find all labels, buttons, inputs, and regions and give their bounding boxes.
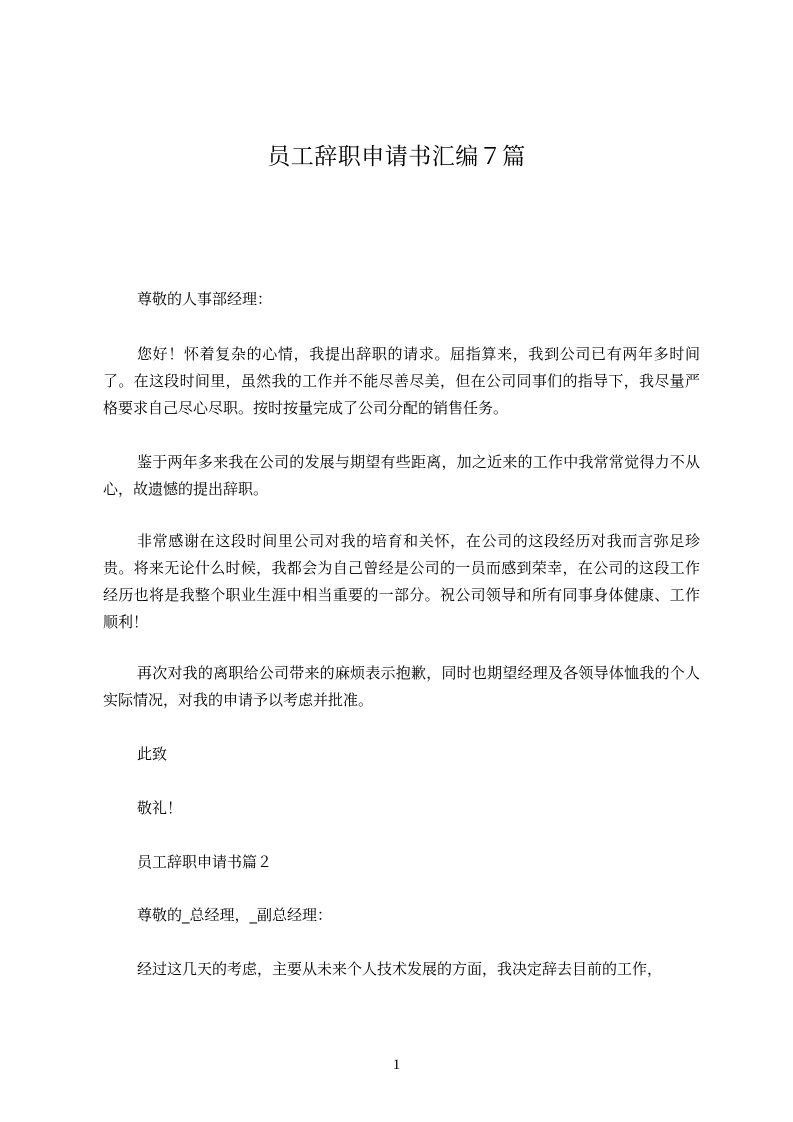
paragraph-thanks: 非常感谢在这段时间里公司对我的培育和关怀，在公司的这段经历对我而言弥足珍贵。将来无论什么时候，我都会为自己曾经是公司的一员而感到荣幸，在公司的这段工作经历也将是我整个职业生涯中相当重要的一部分。祝公司领导和所有同事身体健康、工作顺利！ bbox=[103, 532, 700, 631]
paragraph-apology: 再次对我的离职给公司带来的麻烦表示抱歉，同时也期望经理及各领导体恤我的个人实际情况，对我的申请予以考虑并批准。 bbox=[103, 664, 700, 709]
section-heading: 员工辞职申请书篇２ bbox=[137, 853, 273, 871]
salutation: 尊敬的人事部经理： bbox=[137, 290, 273, 308]
closing-line: 此致 bbox=[137, 745, 168, 763]
closing-salute: 敬礼！ bbox=[137, 799, 183, 817]
salutation-2: 尊敬的_总经理，_副总经理： bbox=[137, 906, 333, 924]
page-number: 1 bbox=[392, 1057, 401, 1073]
paragraph-reason: 鉴于两年多来我在公司的发展与期望有些距离，加之近来的工作中我常常觉得力不从心，故遗憾的提出辞职。 bbox=[103, 453, 700, 498]
document-title: 员工辞职申请书汇编７篇 bbox=[267, 144, 526, 170]
paragraph-decision: 经过这几天的考虑，主要从未来个人技术发展的方面，我决定辞去目前的工作， bbox=[137, 960, 663, 978]
paragraph-greeting: 您好！怀着复杂的心情，我提出辞职的请求。屈指算来，我到公司已有两年多时间了。在这段时间里，虽然我的工作并不能尽善尽美，但在公司同事们的指导下，我尽量严格要求自己尽心尽职。按时按量完成了公司分配的销售任务。 bbox=[103, 345, 700, 417]
